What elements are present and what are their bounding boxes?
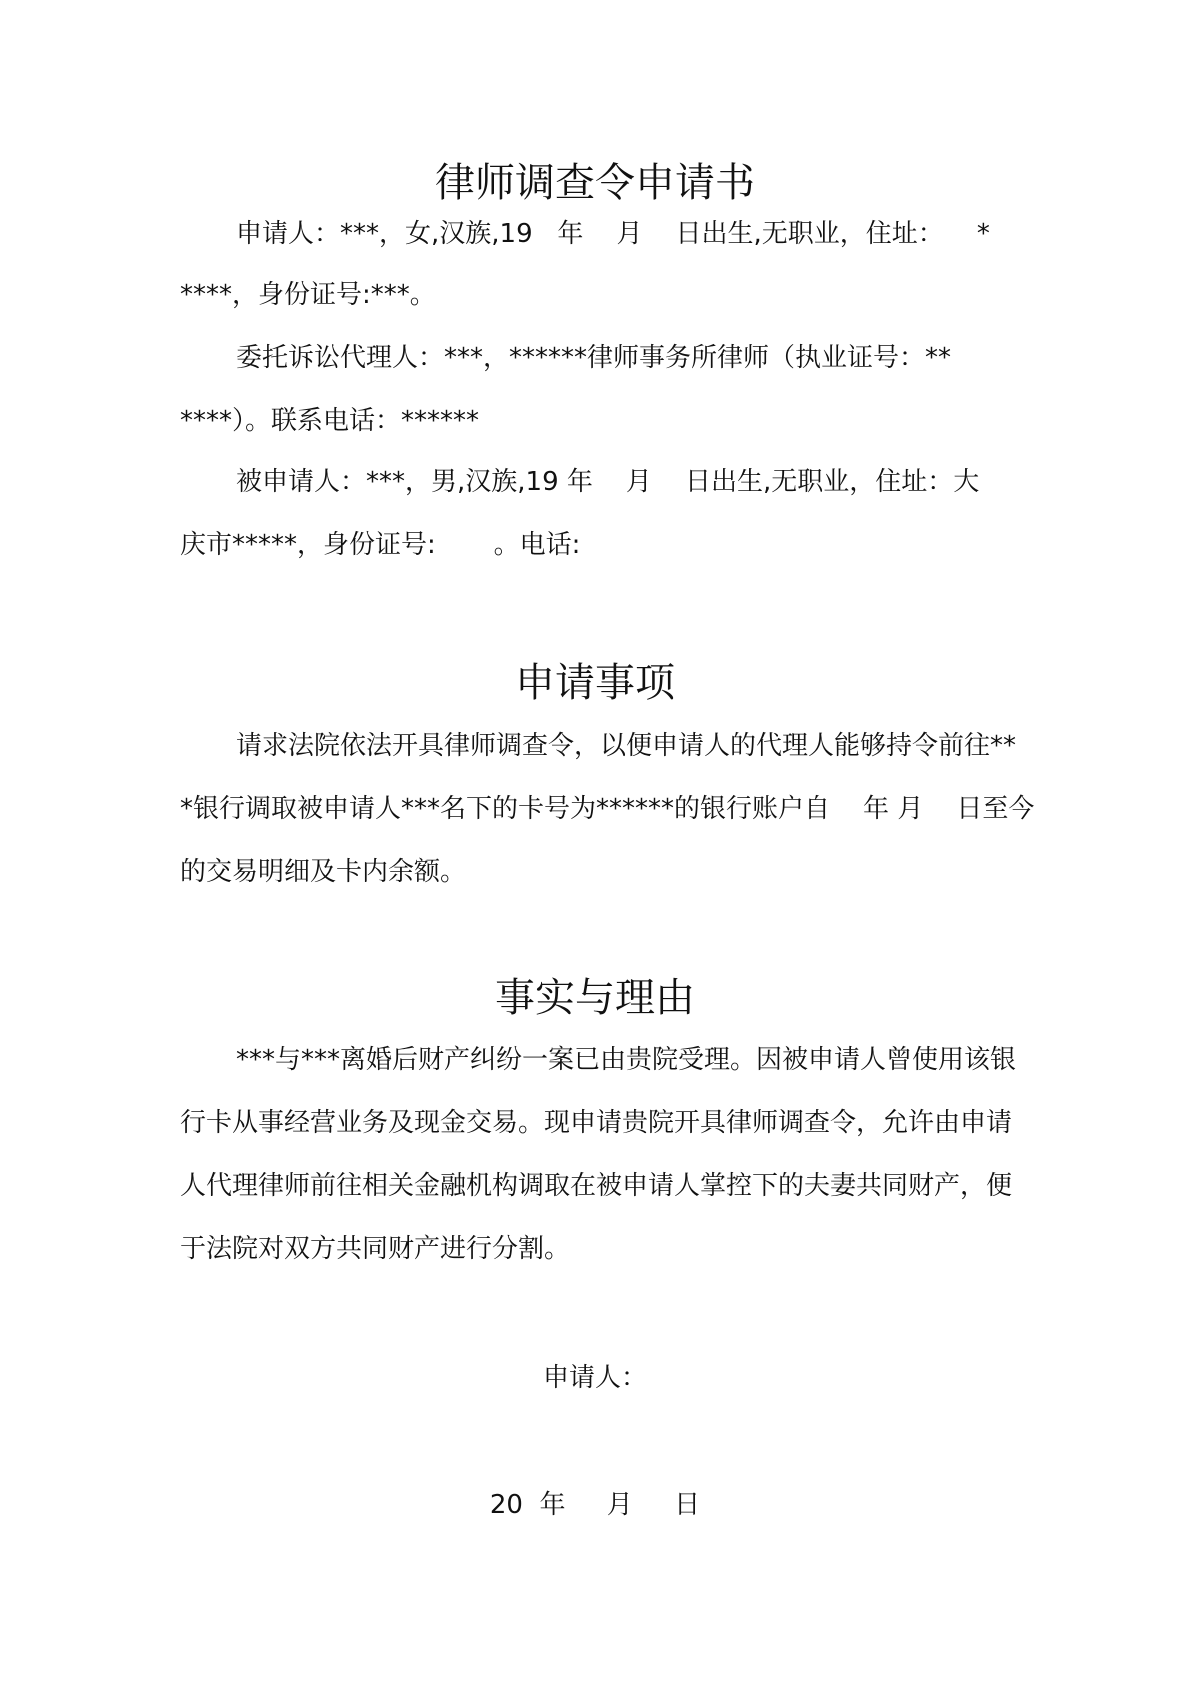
facts-line-4: 于法院对双方共同财产进行分割。 [180, 1234, 571, 1264]
applicant-line-1: 申请人：***，女,汉族,19 年 月 日出生,无职业，住址： * [236, 219, 990, 249]
signature-date: 20 年 月 日 [489, 1490, 701, 1520]
facts-line-3: 人代理律师前往相关金融机构调取在被申请人掌控下的夫妻共同财产，便 [180, 1171, 1013, 1201]
applicant-line-2: ****，身份证号:***。 [180, 280, 436, 310]
agent-line-1: 委托诉讼代理人：***，******律师事务所律师（执业证号：** [236, 343, 952, 373]
facts-heading: 事实与理由 [495, 975, 695, 1021]
agent-line-2: ****）。联系电话：****** [180, 406, 480, 436]
request-heading: 申请事项 [515, 660, 675, 706]
request-line-1: 请求法院依法开具律师调查令，以便申请人的代理人能够持令前往** [236, 731, 1017, 761]
respondent-line-1: 被申请人：***，男,汉族,19 年 月 日出生,无职业，住址：大 [236, 467, 980, 497]
respondent-line-2: 庆市*****，身份证号: 。电话: [180, 530, 581, 560]
request-line-2: *银行调取被申请人***名下的卡号为******的银行账户自 年 月 日至今 [180, 794, 1035, 824]
request-line-3: 的交易明细及卡内余额。 [180, 857, 467, 887]
facts-line-2: 行卡从事经营业务及现金交易。现申请贵院开具律师调查令，允许由申请 [180, 1108, 1013, 1138]
signature-label: 申请人： [542, 1363, 647, 1393]
document-title: 律师调查令申请书 [435, 160, 755, 206]
facts-line-1: ***与***离婚后财产纠纷一案已由贵院受理。因被申请人曾使用该银 [236, 1045, 1017, 1075]
